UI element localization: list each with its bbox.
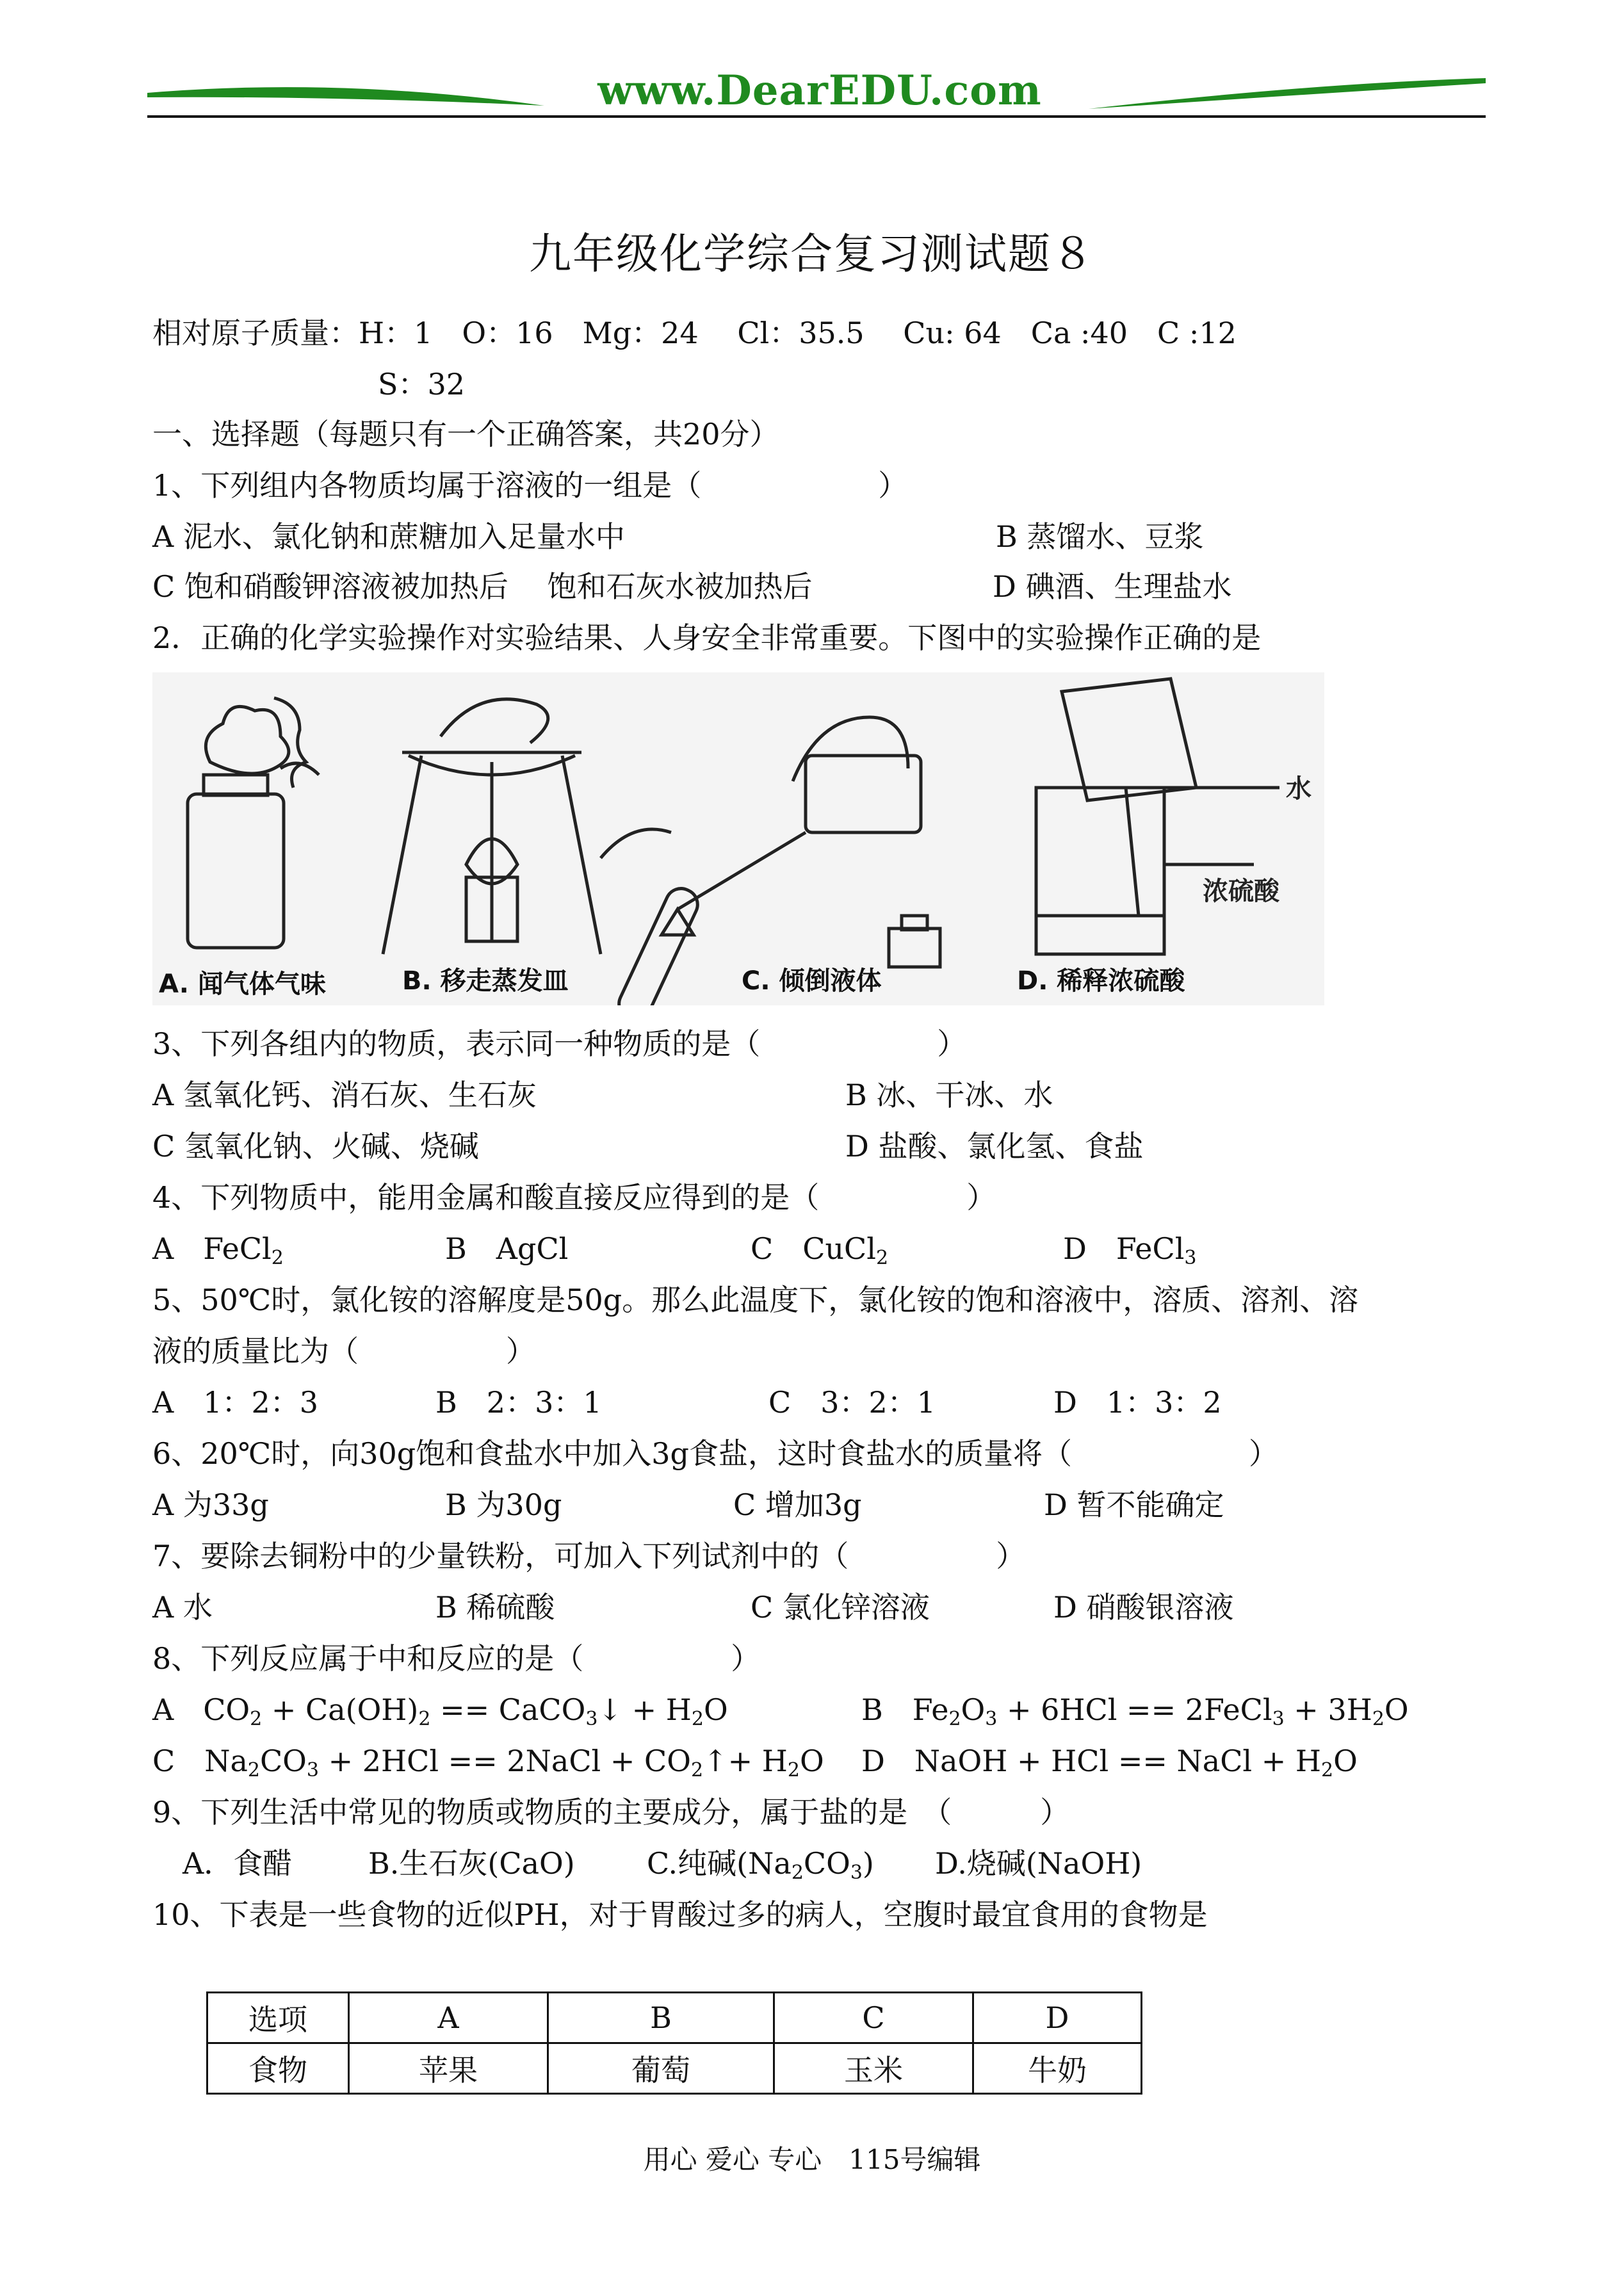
q8-stem: 8、下列反应属于中和反应的是（ ） (152, 1641, 761, 1676)
table-cell: 葡萄 (548, 2043, 774, 2094)
q6-option-d: D 暂不能确定 (1044, 1488, 1224, 1522)
q10-stem: 10、下表是一些食物的近似PH，对于胃酸过多的病人，空腹时最宜食用的食物是 (152, 1897, 1208, 1932)
fig-water-label: 水 (1286, 774, 1311, 804)
atomic-mass-line2: S：32 (378, 367, 466, 401)
q7-stem: 7、要除去铜粉中的少量铁粉，可加入下列试剂中的（ ） (152, 1539, 1026, 1573)
q3-option-c: C 氢氧化钠、火碱、烧碱 (152, 1129, 479, 1164)
q9-stem: 9、下列生活中常见的物质或物质的主要成分，属于盐的是 （ ） (152, 1795, 1070, 1829)
q6-stem: 6、20℃时，向30g饱和食盐水中加入3g食盐，这时食盐水的质量将（ ） (152, 1436, 1278, 1471)
q6-option-b: B 为30g (445, 1488, 562, 1522)
q5-option-a: A 1：2：3 (152, 1385, 319, 1420)
q4-option-d: D FeCl$_3$ (1063, 1231, 1197, 1269)
fig-acid-label: 浓硫酸 (1203, 877, 1279, 906)
q3-stem: 3、下列各组内的物质，表示同一种物质的是（ ） (152, 1026, 967, 1061)
food-ph-table (206, 1991, 1142, 2095)
q1-option-b: B 蒸馏水、豆浆 (996, 519, 1204, 554)
q5-stem-line2: 液的质量比为（ ） (152, 1334, 535, 1368)
q4-option-b: B AgCl (445, 1231, 569, 1266)
fig-label-b: B. 移走蒸发皿 (402, 966, 569, 996)
q9-option-d: D.烧碱(NaOH) (935, 1846, 1142, 1881)
q9-option-a: A．食醋 (183, 1846, 293, 1881)
fig-label-c: C. 倾倒液体 (742, 966, 882, 996)
q2-stem: 2．正确的化学实验操作对实验结果、人身安全非常重要。下图中的实验操作正确的是 (152, 620, 1262, 655)
table-cell: 食物 (207, 2043, 349, 2094)
table-cell: 牛奶 (973, 2043, 1142, 2094)
q8-option-d: D NaOH + HCl == NaCl + $H_2O$ (861, 1744, 1358, 1781)
q3-option-b: B 冰、干冰、水 (845, 1078, 1053, 1112)
table-row (207, 1993, 1142, 2043)
q5-option-c: C 3：2：1 (768, 1385, 936, 1420)
page-title: 九年级化学综合复习测试题８ (529, 229, 1095, 279)
q5-option-b: B 2：3：1 (435, 1385, 602, 1420)
q8-option-b: B $Fe_2O_3 + 6HCl$ == 2FeCl$_3$ + $3H_2O$ (861, 1692, 1409, 1730)
q6-option-c: C 增加3g (733, 1488, 862, 1522)
q1-option-c: C 饱和硝酸钾溶液被加热后 饱和石灰水被加热后 (152, 569, 813, 604)
q2-figure (152, 672, 1324, 1005)
q3-option-a: A 氢氧化钙、消石灰、生石灰 (152, 1078, 537, 1112)
table-cell: A (349, 1993, 548, 2043)
q4-option-a: A FeCl$_2$ (152, 1231, 284, 1269)
q4-stem: 4、下列物质中，能用金属和酸直接反应得到的是（ ） (152, 1180, 996, 1215)
q7-option-a: A 水 (152, 1590, 213, 1625)
q1-option-d: D 碘酒、生理盐水 (993, 569, 1232, 604)
table-row (207, 2043, 1142, 2094)
q5-stem-line1: 5、50℃时，氯化铵的溶解度是50g。那么此温度下，氯化铵的饱和溶液中，溶质、溶剂、溶 (152, 1283, 1359, 1317)
q7-option-c: C 氯化锌溶液 (751, 1590, 930, 1625)
lab-illustrations (152, 672, 1324, 1005)
fig-label-a: A. 闻气体气味 (159, 969, 326, 999)
q8-option-c: C $Na_2CO_3 + 2HCl$ == 2NaCl + $CO_2↑+ H_2O$ (152, 1744, 824, 1781)
table-cell: 玉米 (774, 2043, 973, 2094)
q1-option-a: A 泥水、氯化钠和蔗糖加入足量水中 (152, 519, 625, 554)
q9-option-c: C.纯碱$(Na_2CO_3)$ (647, 1846, 874, 1884)
table-cell: 选项 (207, 1993, 349, 2043)
table-cell: C (774, 1993, 973, 2043)
site-name: www.DearEDU.com (597, 67, 1042, 115)
section-heading: 一、选择题（每题只有一个正确答案，共20分） (152, 417, 779, 451)
q6-option-a: A 为33g (152, 1488, 269, 1522)
q1-stem: 1、下列组内各物质均属于溶液的一组是（ ） (152, 468, 908, 503)
q7-option-d: D 硝酸银溶液 (1053, 1590, 1234, 1625)
atomic-mass-line1: 相对原子质量：H：1 O：16 Mg：24 Cl：35.5 Cu: 64 Ca :40 C :12 (152, 316, 1237, 350)
q5-option-d: D 1：3：2 (1053, 1385, 1222, 1420)
fig-label-d: D. 稀释浓硫酸 (1017, 966, 1185, 996)
q7-option-b: B 稀硫酸 (435, 1590, 555, 1625)
table-cell: 苹果 (349, 2043, 548, 2094)
page-footer: 用心 爱心 专心 115号编辑 (643, 2144, 981, 2175)
q3-option-d: D 盐酸、氯化氢、食盐 (845, 1129, 1144, 1164)
header-banner (147, 64, 1486, 128)
table-cell: D (973, 1993, 1142, 2043)
table-cell: B (548, 1993, 774, 2043)
q8-option-a: A $CO_2 + Ca(OH)_2$ == CaCO$_3$↓ + $H_2O$ (152, 1692, 728, 1730)
q9-option-b: B.生石灰(CaO) (368, 1846, 575, 1881)
q4-option-c: C CuCl$_2$ (751, 1231, 889, 1269)
